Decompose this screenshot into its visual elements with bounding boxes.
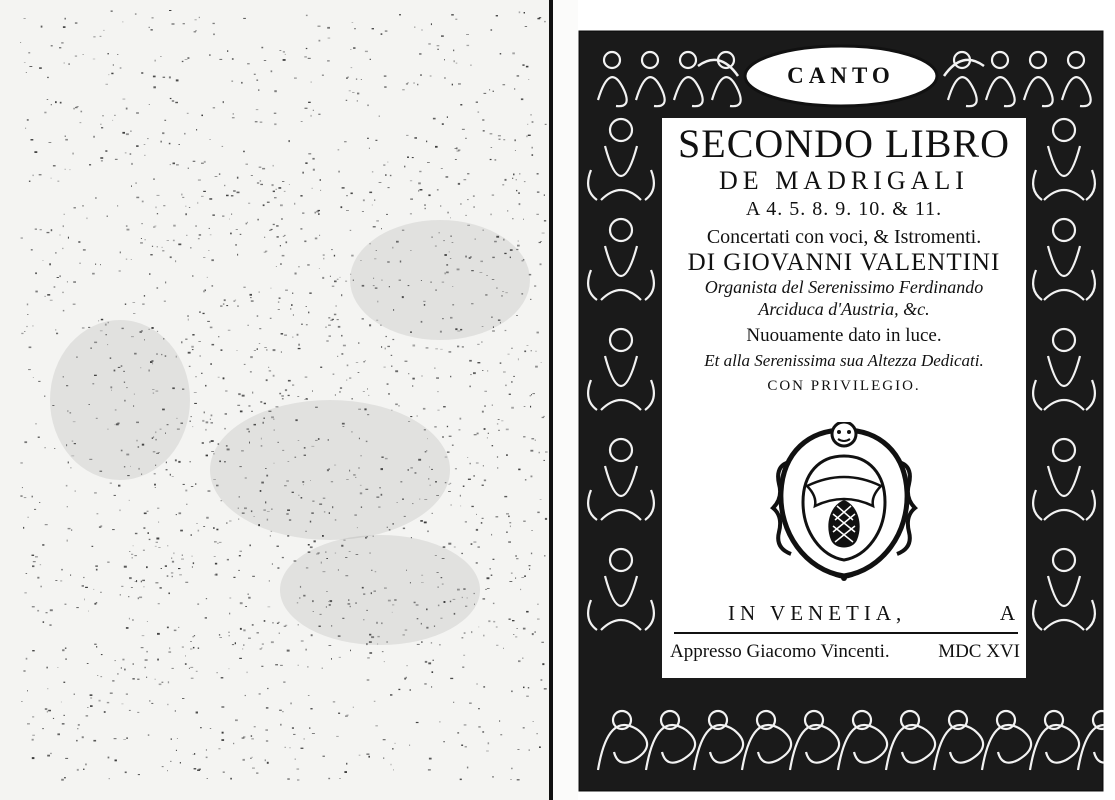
imprint-printer <box>664 640 1024 664</box>
imprint-place <box>664 600 1020 626</box>
title-page <box>578 30 1104 800</box>
place-name: IN VENETIA, <box>728 601 907 625</box>
privilege-line: CON PRIVILEGIO. <box>767 378 921 394</box>
coat-of-arms-icon <box>769 422 919 582</box>
printer-name: Appresso Giacomo Vincenti. <box>670 641 890 662</box>
book-title: SECONDO LIBRO <box>678 121 1010 166</box>
voice-part-label: CANTO <box>787 63 895 88</box>
voice-counts: A 4. 5. 8. 9. 10. & 11. <box>745 198 943 220</box>
author-role-line2: Arciduca d'Austria, &c. <box>758 299 930 319</box>
speckle-texture <box>0 0 549 800</box>
left-blank-page <box>0 0 553 800</box>
dedication-line: Et alla Serenissima sua Altezza Dedicati. <box>704 351 984 370</box>
page-gutter <box>553 0 578 800</box>
title-text-panel <box>664 122 1024 702</box>
author-role-line1: Organista del Serenissimo Ferdinando <box>704 277 984 297</box>
author-name: DI GIOVANNI VALENTINI <box>687 249 1001 276</box>
book-subtitle: DE MADRIGALI <box>719 166 969 195</box>
concertati-line: Concertati con voci, & Istromenti. <box>706 226 982 248</box>
place-suffix: A <box>999 601 1020 625</box>
imprint-rule <box>674 632 1018 634</box>
publication-year: MDC XVI <box>938 641 1020 662</box>
publication-note: Nuouamente dato in luce. <box>746 325 942 346</box>
